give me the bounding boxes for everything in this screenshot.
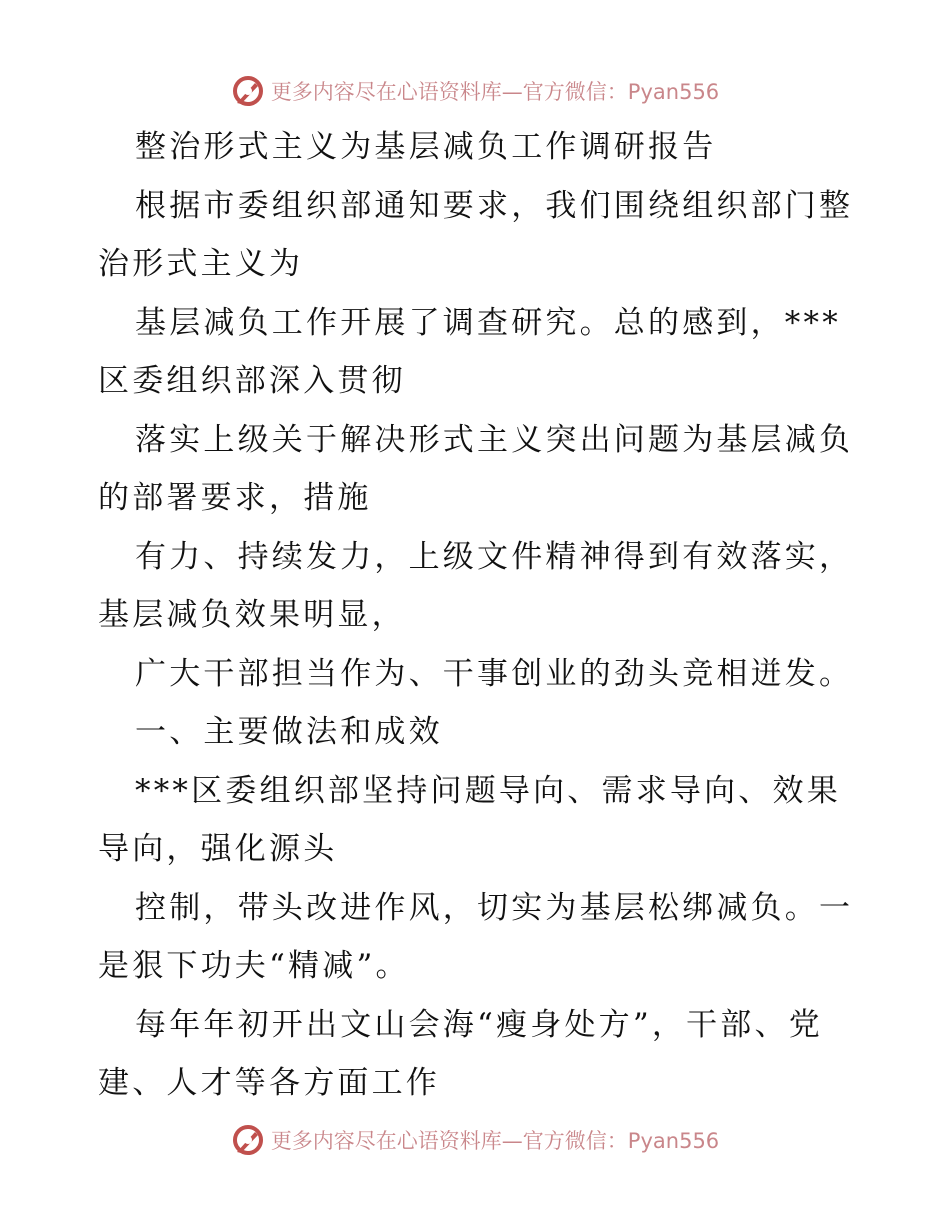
quill-circle-logo-icon	[231, 74, 265, 108]
body-text-line: 治形式主义为	[98, 246, 304, 282]
watermark-banner-bottom	[0, 1120, 950, 1160]
body-text-line: 区委组织部深入贯彻	[98, 363, 406, 399]
body-text-line: 落实上级关于解决形式主义突出问题为基层减负	[135, 421, 854, 458]
body-text-line: 控制，带头改进作风，切实为基层松绑减负。一	[135, 889, 854, 926]
document-title: 整治形式主义为基层减负工作调研报告	[135, 129, 717, 165]
body-text-line: 导向，强化源头	[98, 831, 338, 867]
watermark-text: 更多内容尽在心语资料库—官方微信：Pyan556	[270, 80, 720, 104]
body-text-line: ***区委组织部坚持问题导向、需求导向、效果	[135, 772, 841, 809]
body-text-line: 有力、持续发力，上级文件精神得到有效落实，	[135, 538, 854, 575]
body-text-line: 广大干部担当作为、干事创业的劲头竞相迸发。	[135, 655, 854, 692]
body-text-line: 建、人才等各方面工作	[98, 1065, 440, 1101]
body-text-line: 一、主要做法和成效	[135, 714, 443, 750]
body-text-line: 是狠下功夫“精减”。	[98, 948, 410, 984]
body-text-line: 基层减负效果明显，	[98, 597, 406, 633]
body-text-line: 的部署要求，措施	[98, 480, 372, 516]
body-text-line: 每年年初开出文山会海“瘦身处方”，干部、党	[135, 1006, 823, 1043]
body-text-line: 根据市委组织部通知要求，我们围绕组织部门整	[135, 187, 854, 224]
watermark-banner-top	[0, 71, 950, 111]
document-body	[98, 118, 858, 1113]
watermark-text: 更多内容尽在心语资料库—官方微信：Pyan556	[270, 1129, 720, 1153]
body-text-line: 基层减负工作开展了调查研究。总的感到，***	[135, 304, 841, 341]
quill-circle-logo-icon	[231, 1123, 265, 1157]
